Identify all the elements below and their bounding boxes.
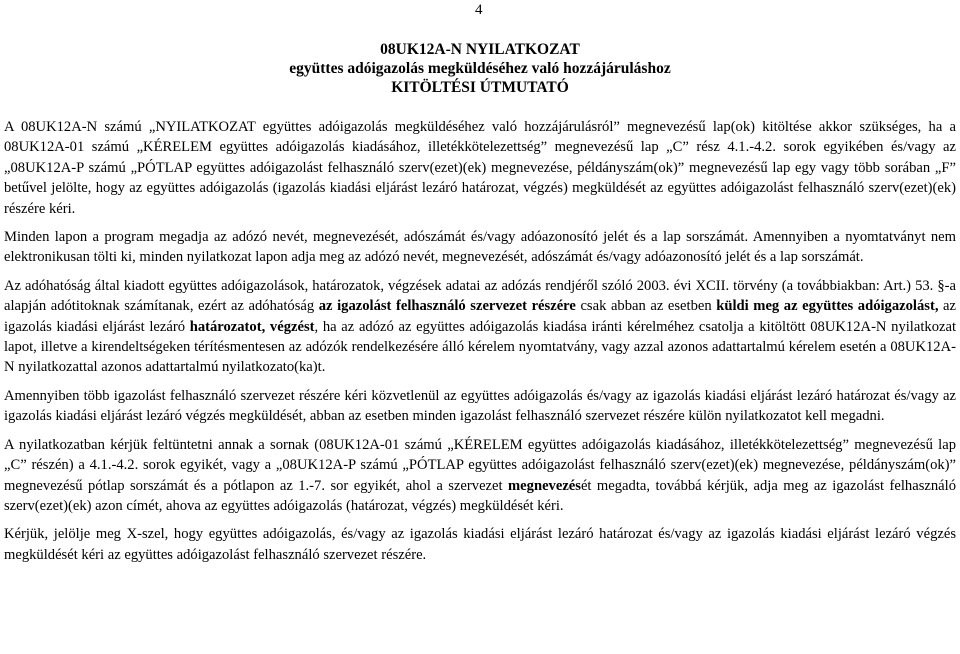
document-subtitle: együttes adóigazolás megküldéséhez való hozzájáruláshoz — [289, 60, 671, 77]
text-run: A nyilatkozatban kérjük feltüntetni annak a sornak (08UK12A-01 számú „KÉRELEM együttes adóigazolás kiadásához, illetékkötelezettség” megnevezésű lap „C” részén) a 4.1.-4.2. sorok egyikét, vagy a „08UK12A-P számú „PÓTLAP együttes adóigazolást felhasználó szerv(ezet)(ek) megnevezése, példányszám(ok)” megnevezésű pótlap sorszámát és a pótlapon az 1.-7. sor egyikét, ahol a szervezet — [4, 436, 956, 494]
text-run: , ha az adózó az együttes adóigazolás kiadása iránti kérelméhez csatolja a kitöltött 08UK12A-N nyilatkozat lapot, illetve a kirendeltségeken térítésmentesen az adózók rendelkezésére álló kérelem nyomtatvány, vagy azzal azonos adattartalmú kérelem esetén a 08UK12A-N nyilatkozattal azonos adattartalmú nyilatkozato(ka)t. — [4, 318, 956, 376]
paragraph-program-data: Minden lapon a program megadja az adózó nevét, megnevezését, adószámát és/vagy adóazonosító jelét és a lap sorszámát. Amennyiben a nyomtatványt nem elektronikusan tölti ki, minden nyilatkozat lapon adja meg az adózó nevét, megnevezését, adószámát és/vagy adóazonosító jelét és a lap sorszámát. — [4, 229, 956, 266]
page-number: 4 — [475, 2, 483, 18]
document-title: 08UK12A-N NYILATKOZAT — [380, 41, 580, 58]
paragraph-multiple-recipients: Amennyiben több igazolást felhasználó szervezet részére kéri közvetlenül az együttes adóigazolás és/vagy az igazolás kiadási eljárást lezáró határozat és/vagy az igazolás kiadási eljárást lezáró végzés megküldését, abban az esetben minden igazolást felhasználó szervezet részére külön nyilatkozatot kell megadni. — [4, 387, 956, 425]
guide-heading: KITÖLTÉSI ÚTMUTATÓ — [391, 79, 569, 96]
bold-text-run: megnevezés — [508, 477, 581, 494]
text-run: az igazolás kiadási eljárást lezáró — [4, 298, 957, 335]
paragraph-mark-x: Kérjük, jelölje meg X-szel, hogy együttes adóigazolás, és/vagy az igazolás kiadási eljárást lezáró határozat és/vagy az igazolás kiadási eljárást lezáró végzés megküldését kéri az együttes adóigazolást felhasználó szervezet részére. — [4, 526, 956, 563]
paragraph-tax-secret — [4, 276, 956, 378]
paragraph-row-reference — [4, 435, 956, 517]
text-run: Az adóhatóság által kiadott együttes adóigazolások, határozatok, végzések adatai az adózás rendjéről szóló 2003. évi XCII. törvény (a továbbiakban: Art.) 53. §-a alapján adótitoknak számítanak, ezért az adóhatóság — [4, 277, 956, 315]
text-run: csak abban az esetben — [575, 298, 717, 315]
bold-text-run: az igazolást felhasználó szervezet részére — [318, 298, 576, 315]
bold-text-run: határozatot, végzést — [189, 318, 315, 335]
bold-text-run: küldi meg az együttes adóigazolást, — [716, 298, 939, 315]
document-body — [4, 117, 956, 573]
document-header — [0, 40, 960, 97]
text-run: ét megadta, továbbá kérjük, adja meg az igazolást felhasználó szerv(ezet)(ek) azon címét, ahova az együttes adóigazolás (határozat, végzés) megküldését kéri. — [4, 477, 956, 514]
paragraph-intro: A 08UK12A-N számú „NYILATKOZAT együttes adóigazolás megküldéséhez való hozzájárulásról” megnevezésű lap(ok) kitöltése akkor szükséges, ha a 08UK12A-01 számú „KÉRELEM együttes adóigazolás kiadásához, illetékkötelezettség” megnevezésű lap „C” rész 4.1.-4.2. sorok egyikében és/vagy az „08UK12A-P számú „PÓTLAP együttes adóigazolást felhasználó szerv(ezet)(ek) megnevezése, példányszám(ok)” megnevezésű lap egy vagy több sorában „F” betűvel jelölte, hogy az együttes adóigazolás (igazolás kiadási eljárást lezáró határozat, végzés) megküldését az együttes adóigazolást felhasználó szerv(ezet)(ek) részére kéri. — [4, 119, 956, 217]
